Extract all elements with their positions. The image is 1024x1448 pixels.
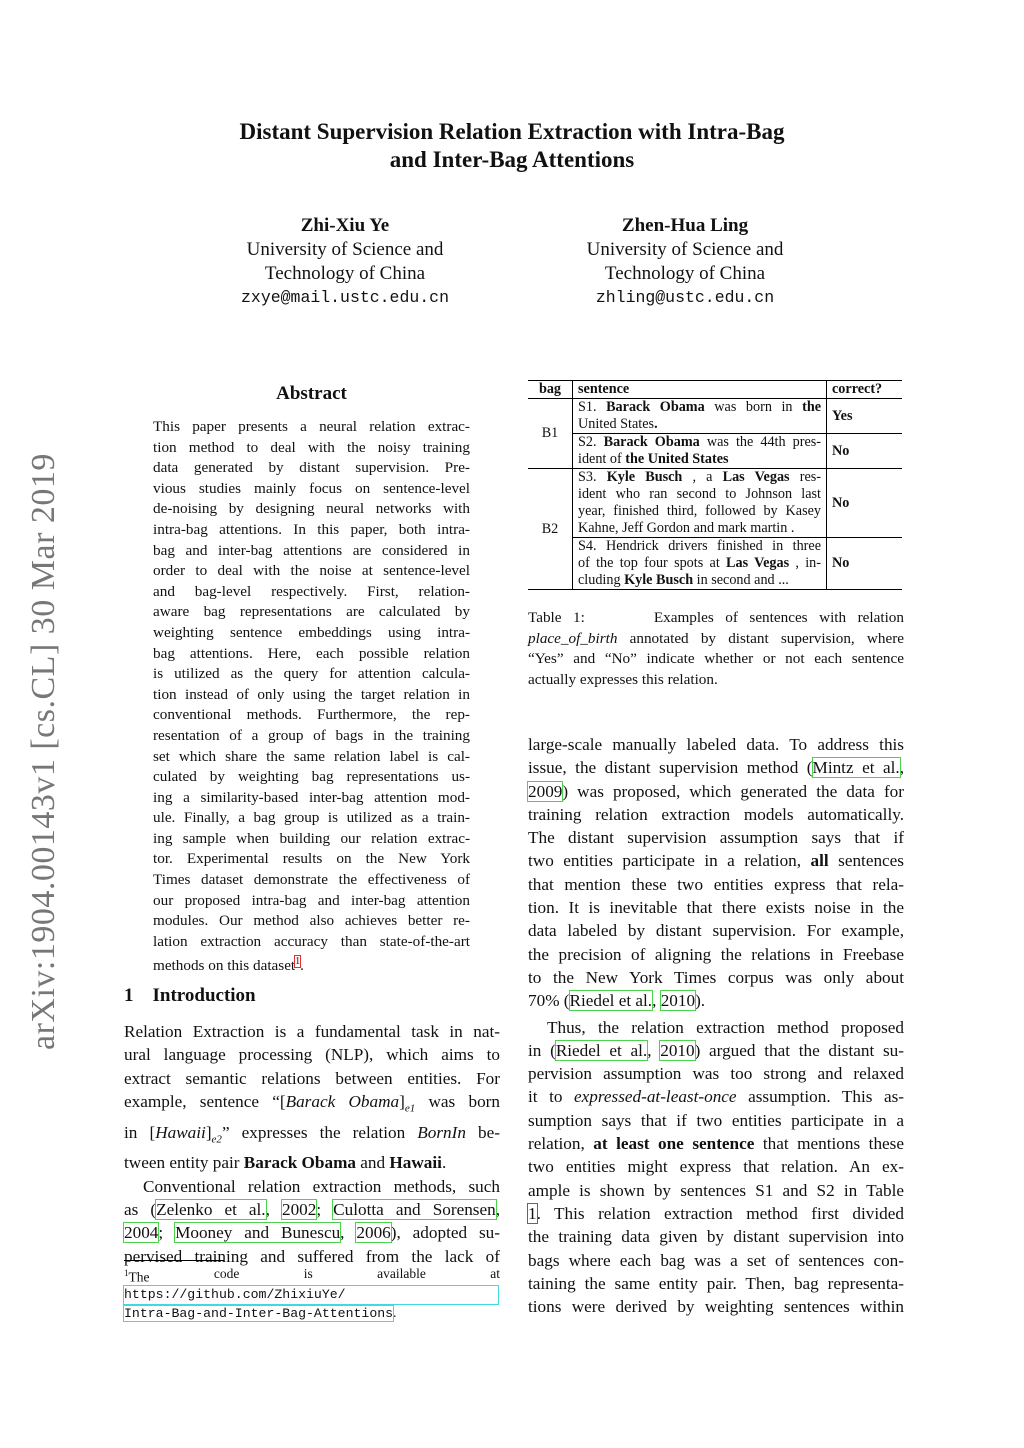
text-line: [528, 1202, 904, 1225]
text-span: ,: [652, 991, 661, 1011]
text-span: tween entity pair: [124, 1153, 244, 1173]
citation-year-link[interactable]: 2006: [356, 1223, 391, 1243]
relation-italic: BornIn: [417, 1122, 466, 1142]
text-span: ]: [399, 1091, 405, 1111]
text-span: S3.: [578, 469, 607, 485]
text-span: ) was proposed, which generated the data for: [562, 781, 904, 801]
author-email: zhling@ustc.edu.cn: [595, 288, 775, 307]
text-line: [124, 1090, 500, 1121]
text-line: [528, 756, 904, 779]
text-line: Conventional relation extraction methods, such: [143, 1176, 500, 1196]
text-span: ident of: [578, 451, 626, 467]
correct-cell: No: [827, 538, 903, 590]
table-header-row: [528, 381, 902, 399]
citation-year-link[interactable]: 2002: [281, 1199, 317, 1219]
table-header-cell: sentence: [573, 381, 827, 399]
footnote-url-line: [124, 1304, 500, 1323]
sentence-line: [578, 399, 821, 416]
text-span: annotated by distant supervision, where: [617, 629, 904, 647]
sentence-cell: [573, 538, 827, 590]
bag-cell: B2: [528, 469, 573, 590]
author-affiliation: Technology of China: [264, 263, 426, 284]
title-line-2: and Inter-Bag Attentions: [389, 147, 635, 172]
text-line: tion. It is inevitable that there exists noise in the: [528, 898, 904, 918]
text-line: Thus, the relation extraction method proposed: [547, 1017, 904, 1037]
text-line: sumption says that if two entities participate in a: [528, 1110, 904, 1130]
abstract-heading: Abstract: [276, 383, 347, 404]
text-line: [528, 1132, 904, 1155]
caption-line: [528, 629, 904, 650]
footnote-url-line: [124, 1286, 500, 1304]
intro-left-column: [124, 1020, 500, 1268]
abstract-line: is utilized as the query for attention calcula-: [153, 665, 470, 683]
citation-link[interactable]: Culotta and Sorensen: [333, 1199, 496, 1219]
text-span: that mentions these: [754, 1134, 904, 1154]
abstract-line: data generated by distant supervision. Pre-: [153, 459, 470, 477]
abstract-line: lation extraction accuracy than state-of-the-art: [153, 932, 470, 950]
text-span: be-: [465, 1122, 501, 1142]
text-span: ]: [205, 1122, 212, 1142]
text-span: ) argued that the distant su-: [694, 1040, 904, 1060]
footnote-ref-link[interactable]: 1: [295, 956, 301, 968]
text-span: ,: [495, 1199, 500, 1219]
text-line: [528, 989, 904, 1012]
text-span: ), adopted su-: [390, 1223, 500, 1243]
abstract-line: ing sample when building our relation extrac-: [153, 829, 470, 847]
text-span: ident who ran second to Johnson last: [578, 486, 821, 502]
sentence-line: [578, 486, 821, 503]
text-span: , in-: [789, 555, 821, 571]
text-span: as (: [124, 1199, 157, 1219]
footnote-rule: [124, 1260, 224, 1261]
text-span: ,: [647, 1040, 661, 1060]
text-span: ,: [340, 1223, 357, 1243]
text-line: the precision of aligning the relations in Freebase: [528, 944, 904, 964]
text-span: ;: [158, 1223, 176, 1243]
text-span: ,: [899, 758, 904, 778]
abstract-line: tion instead of only using the target relation in: [153, 685, 470, 703]
footnote-mark: 1: [124, 1268, 129, 1278]
text-line: [528, 849, 904, 872]
abstract-line: weighting sentence embeddings using intra-: [153, 623, 470, 641]
text-span: res-: [789, 469, 821, 485]
footnote-line: [124, 1265, 500, 1286]
text-span: cluding: [578, 572, 625, 588]
text-span: in second and ...: [693, 572, 789, 588]
abstract-line: Times dataset demonstrate the effectiveness of: [153, 871, 470, 889]
correct-cell: No: [827, 434, 903, 469]
citation-year-link[interactable]: 2010: [660, 991, 696, 1011]
sentence-line: [578, 520, 821, 537]
text-span: . This relation extraction method first divided: [536, 1203, 904, 1223]
text-span: of the top four spots at: [578, 555, 727, 571]
text-line: the training data given by distant supervision into: [528, 1227, 904, 1247]
table-row: [528, 538, 902, 590]
text-span: assumption. This as-: [736, 1087, 904, 1107]
text-bold: at least one sentence: [593, 1134, 755, 1154]
section-number: 1: [124, 985, 134, 1006]
text-line: [124, 1221, 500, 1244]
author-name: Zhen-Hua Ling: [621, 215, 749, 236]
paper-title: [0, 118, 1024, 174]
text-bold: all: [810, 851, 829, 871]
sentence-cell: [573, 399, 827, 434]
text-span: sentences: [828, 851, 904, 871]
abstract-line: our proposed intra-bag and inter-bag attention: [153, 891, 470, 909]
text-span: was born in: [704, 399, 803, 415]
table-caption: [528, 608, 904, 690]
text-line: pervision assumption was too strong and relaxed: [528, 1064, 904, 1084]
citation-year-link[interactable]: 2004: [124, 1223, 159, 1243]
abstract-line: aware bag representations are calculated by: [153, 603, 470, 621]
text-line: to the New York Times corpus was only about: [528, 967, 904, 987]
footnote-period: .: [393, 1304, 397, 1320]
author-block-1: [165, 214, 525, 310]
sentence-line: [578, 434, 821, 451]
section-title: Introduction: [152, 985, 256, 1006]
text-span: .: [441, 1153, 447, 1173]
text-line: tions were derived by weighting sentences within: [528, 1297, 904, 1317]
text-span: Kahne, Jeff Gordon and mark martin .: [578, 520, 795, 536]
abstract-line: intra-bag attentions. In this paper, both intra-: [153, 520, 470, 538]
text-span: ,: [265, 1199, 282, 1219]
text-line: data labeled by distant supervision. For example,: [528, 921, 904, 941]
example-table: [528, 380, 902, 590]
abstract-line: set which share the same relation label is cal-: [153, 747, 470, 765]
abstract-body: [153, 417, 470, 977]
text-span: , a: [682, 469, 723, 485]
abstract-last-line: [153, 952, 470, 977]
text-span: two entities participate in a relation,: [528, 851, 811, 871]
footnote-url-link[interactable]: https://github.com/ZhixiuYe/: [124, 1286, 498, 1304]
relation-italic: place_of_birth: [528, 629, 618, 647]
abstract-line: vious studies mainly focus on sentence-level: [153, 479, 470, 497]
text-line: taining the same entity pair. Then, bag representa-: [528, 1273, 904, 1293]
footnote-word: at: [490, 1266, 500, 1281]
author-affiliation: Technology of China: [604, 263, 766, 284]
text-span: ;: [316, 1199, 334, 1219]
entity-bold: Barack Obama: [243, 1153, 356, 1173]
entity-subscript: e2: [211, 1133, 222, 1146]
caption-line: actually expresses this relation.: [528, 670, 718, 688]
sentence-line: [578, 572, 821, 589]
abstract-line: modules. Our method also achieves better re-: [153, 912, 470, 930]
abstract-line: order to deal with the noise at sentence-level: [153, 562, 470, 580]
entity-subscript: e1: [404, 1102, 416, 1115]
entity-bold: Barack Obama: [606, 399, 705, 415]
footnote-word: [124, 1265, 150, 1286]
abstract-line: culated by weighting bag representations us-: [153, 768, 470, 786]
intro-right-column: [528, 733, 904, 1318]
entity-bold: Las Vegas: [722, 469, 790, 485]
author-name: Zhi-Xiu Ye: [300, 215, 390, 236]
abstract-line: ule. Finally, a bag group is utilized as a train-: [153, 809, 470, 827]
text-span: was born: [415, 1091, 500, 1111]
table-row: [528, 434, 902, 469]
text-span: 70% (: [528, 991, 570, 1011]
text-line: pervised training and suffered from the lack of: [124, 1246, 500, 1266]
sentence-line: [578, 555, 821, 572]
author-email: zxye@mail.ustc.edu.cn: [241, 288, 449, 307]
table-header-cell: bag: [528, 381, 573, 399]
table-header-cell: correct?: [827, 381, 903, 399]
text-line: large-scale manually labeled data. To address this: [528, 735, 904, 754]
author-block-2: [505, 214, 865, 310]
correct-cell: No: [827, 469, 903, 538]
text-line: ural language processing (NLP), which aims to: [124, 1045, 500, 1065]
entity-bold: Kyle Busch: [606, 469, 683, 485]
text-span: year, finished third, followed by Kasey: [578, 503, 821, 519]
abstract-line: resentation of a group of bags in the training: [153, 726, 470, 744]
text-span: United States: [578, 416, 655, 432]
abstract-line: bag and inter-bag attentions are considered in: [153, 541, 470, 559]
footnote-url-link[interactable]: Intra-Bag-and-Inter-Bag-Attentions: [124, 1305, 394, 1321]
text-line: training relation extraction models automatically.: [528, 804, 904, 824]
text-span: ).: [695, 991, 706, 1011]
text-span: it to: [528, 1087, 574, 1107]
sentence-cell: [573, 469, 827, 538]
sentence-line: [578, 538, 821, 555]
abstract-line: tion method to deal with the noisy training: [153, 438, 470, 456]
arxiv-stamp: arXiv:1904.00143v1 [cs.CL] 30 Mar 2019: [25, 453, 62, 1050]
entity-bold: Hawaii: [389, 1153, 442, 1173]
citation-link[interactable]: Riedel et al.: [569, 991, 653, 1011]
sentence-line: [578, 469, 821, 486]
footnote-word: available: [377, 1266, 426, 1281]
bag-cell: B1: [528, 399, 573, 469]
correct-cell: Yes: [827, 399, 903, 434]
citation-link[interactable]: Mooney and Bunescu: [175, 1223, 341, 1243]
entity-italic: Barack Obama: [285, 1091, 400, 1111]
text-span: in (: [528, 1040, 556, 1060]
text-span: S2.: [578, 434, 604, 450]
entity-italic: Hawaii: [155, 1122, 206, 1142]
caption-line: Table 1: Examples of sentences with relation: [528, 609, 904, 626]
text-line: ample is shown by sentences S1 and S2 in Table: [528, 1180, 904, 1200]
text-line: [124, 1198, 500, 1221]
text-line: [124, 1121, 500, 1152]
text-line: bags where each bag was a set of sentences con-: [528, 1250, 904, 1270]
table-row: [528, 469, 902, 538]
footnote: [124, 1265, 500, 1322]
text-span: relation,: [528, 1134, 594, 1154]
text-span: was the 44th pres-: [699, 434, 822, 450]
text-span: in [: [124, 1122, 156, 1142]
section-heading-introduction: [124, 985, 256, 1007]
abstract-text: .: [300, 957, 304, 975]
text-span: and: [356, 1153, 390, 1173]
citation-link[interactable]: Mintz et al.: [812, 758, 900, 778]
citation-link[interactable]: Zelenko et al.: [156, 1199, 266, 1219]
citation-year-link[interactable]: 2009: [528, 781, 563, 801]
text-line: that mention these two entities express that rela-: [528, 874, 904, 894]
sentence-line: [578, 503, 821, 520]
author-affiliation: University of Science and: [246, 239, 444, 260]
sentence-line: [578, 416, 821, 433]
text-line: [528, 1085, 904, 1108]
text-span: ” expresses the relation: [221, 1122, 418, 1142]
text-line: extract semantic relations between entities. For: [124, 1068, 500, 1088]
entity-bold: the: [802, 399, 822, 415]
entity-bold: Kyle Busch: [624, 572, 694, 588]
abstract-line: bag attentions. Here, each possible relation: [153, 644, 470, 662]
table-ref-link[interactable]: 1: [528, 1203, 537, 1223]
text-line: The distant supervision assumption says that if: [528, 828, 904, 848]
text-span: issue, the distant supervision method (: [528, 758, 813, 778]
abstract-line: conventional methods. Furthermore, the rep-: [153, 706, 470, 724]
text-line: [124, 1151, 500, 1174]
sentence-line: [578, 451, 821, 468]
table-row: [528, 399, 902, 434]
abstract-line: and bag-level respectively. First, relation-: [153, 582, 470, 600]
text-line: [528, 780, 904, 803]
title-line-1: Distant Supervision Relation Extraction with Intra-Bag: [239, 119, 785, 144]
abstract-line: ing a similarity-based inter-bag attention mod-: [153, 788, 470, 806]
abstract-line: tor. Experimental results on the New York: [153, 850, 470, 868]
text-line: Relation Extraction is a fundamental task in nat-: [124, 1022, 500, 1041]
footnote-word-text: The: [128, 1269, 150, 1285]
text-line: two entities might express that relation. An ex-: [528, 1157, 904, 1177]
text-italic: expressed-at-least-once: [573, 1087, 737, 1107]
text-span: S1.: [578, 399, 607, 415]
footnote-word: code: [213, 1266, 240, 1281]
abstract-line: This paper presents a neural relation extrac-: [153, 418, 470, 435]
entity-bold: Barack Obama: [603, 434, 700, 450]
text-line: [528, 1039, 904, 1062]
entity-bold: Las Vegas: [726, 555, 790, 571]
abstract-line: de-noising by designing neural networks with: [153, 500, 470, 518]
entity-bold: .: [654, 416, 658, 432]
text-span: S4. Hendrick drivers finished in three: [578, 538, 821, 554]
citation-link[interactable]: Riedel et al.: [555, 1040, 648, 1060]
caption-line: “Yes” and “No” indicate whether or not each sentence: [528, 650, 904, 668]
sentence-cell: [573, 434, 827, 469]
entity-bold: the United States: [625, 451, 729, 467]
text-span: example, sentence “[: [124, 1091, 286, 1111]
citation-year-link[interactable]: 2010: [660, 1040, 695, 1060]
footnote-word: is: [303, 1266, 313, 1281]
abstract-text: methods on this dataset: [153, 957, 296, 975]
author-affiliation: University of Science and: [586, 239, 784, 260]
